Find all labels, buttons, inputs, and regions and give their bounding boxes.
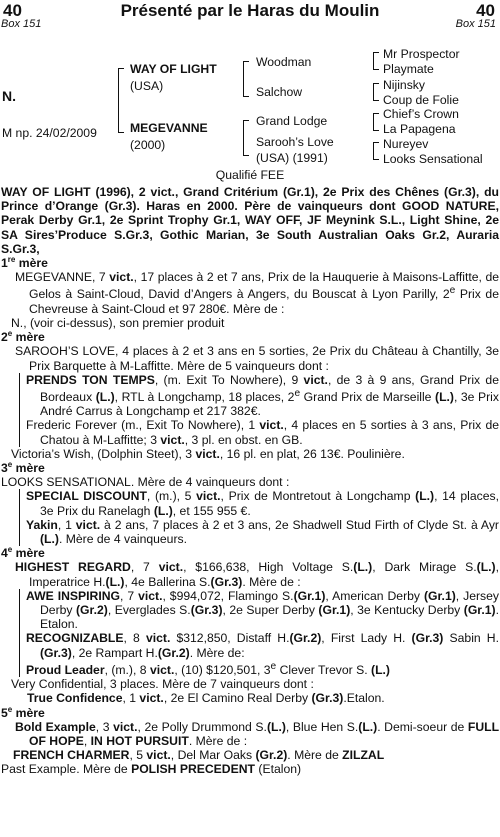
txt: vict.: [113, 719, 138, 734]
txt: HIGHEST REGARD: [15, 560, 131, 575]
txt: (Gr.3): [411, 631, 444, 646]
heading-number: 2: [1, 330, 8, 345]
txt: (Etalon): [255, 762, 302, 777]
heading-number: 4: [1, 546, 8, 561]
txt: , 3e Prix André Carrus à Longchamp et 217 382€.: [40, 389, 499, 419]
txt: (L.): [153, 503, 173, 518]
grandsire-1: Woodman: [256, 55, 312, 69]
box-label-left: Box 151: [1, 18, 42, 30]
ggs-bracket-4: [373, 142, 379, 160]
heading-sup: e: [7, 704, 13, 714]
txt: , 8: [123, 631, 146, 646]
ggs-bracket-2: [373, 83, 379, 101]
txt: . Demi-soeur de: [377, 719, 468, 734]
txt: , $166,638, High Voltage S.: [183, 560, 354, 575]
txt: Yakin: [26, 517, 58, 532]
txt: , 7: [120, 588, 139, 603]
heading-sup: e: [7, 329, 13, 339]
txt: vict.: [259, 418, 284, 433]
txt: e: [294, 387, 301, 399]
txt: , 16 pl. en plat, 26 13€. Poulinière.: [219, 446, 405, 461]
heading-sup: e: [7, 545, 13, 555]
txt: (Gr.1): [318, 603, 351, 618]
txt: (L.): [358, 719, 378, 734]
txt: , 4e Ballerina S.: [124, 574, 211, 589]
produce-awe-inspiring: [26, 589, 499, 632]
txt: , (10) $120,501, 3: [174, 662, 271, 677]
txt: Past Example. Mère de: [1, 762, 132, 777]
txt: (L.): [40, 532, 59, 546]
lot-number-left: 40: [3, 1, 22, 20]
txt: IN HOT PURSUIT: [90, 733, 189, 748]
txt: , 2e Polly Drummond S.: [137, 719, 267, 734]
ggs-4: Coup de Folie: [383, 93, 459, 107]
txt: (Gr.2): [255, 748, 288, 763]
txt: , 3 pl. en obst. en GB.: [184, 432, 303, 447]
txt: (Gr.2): [76, 603, 108, 618]
ggs-bracket-1: [373, 52, 379, 70]
txt: vict.: [138, 588, 163, 603]
txt: , 2e El Camino Real Derby: [163, 691, 312, 706]
txt: Prix de Chevreuse à Saint-Cloud et 97 280€. Mère de :: [29, 287, 499, 316]
sire-country: (USA): [130, 79, 164, 93]
produce-victorias-wish: [1, 447, 499, 461]
txt: , Del Mar Oaks: [170, 748, 256, 763]
txt: True Confidence: [27, 691, 123, 706]
txt: (Gr.2): [289, 631, 322, 646]
grandsire-3: Grand Lodge: [256, 114, 328, 128]
txt: (Gr.3): [210, 574, 243, 589]
dam-bold-example: [15, 720, 499, 748]
txt: (Gr.1): [293, 588, 326, 603]
ggs-2: Playmate: [383, 62, 434, 76]
txt: Frederic Forever (m., Exit To Nowhere), 1: [26, 418, 260, 433]
txt: vict.: [158, 560, 184, 575]
heading-word: mère: [12, 330, 45, 345]
heading-number: 1: [1, 256, 8, 271]
dam-looks-sensational: LOOKS SENSATIONAL. Mère de 4 vainqueurs dont :: [1, 475, 290, 490]
txt: , (m. Exit To Nowhere), 9: [154, 372, 304, 387]
catalogue-text: [1, 185, 499, 777]
txt: à 2 ans, 7 places à 2 et 3 ans, 2e Shadwell Stud Firth of Clyde St. à Ayr: [100, 517, 499, 532]
txt: Victoria’s Wish, (Dolphin Steet), 3: [11, 446, 196, 461]
heading-number: 3: [1, 460, 8, 475]
txt: , (m.), 5: [146, 489, 197, 504]
txt: , American Derby: [325, 588, 424, 603]
ggs-5: Chief’s Crown: [383, 107, 459, 121]
grandsire-2: Salchow: [256, 85, 303, 99]
produce-very-confidential: Very Confidential, 3 places. Mère de 7 vainqueurs dont :: [11, 677, 314, 692]
txt: , et 155 955 €.: [172, 503, 251, 518]
heading-1re-mere: [1, 256, 499, 270]
txt: e: [270, 660, 277, 672]
page-title: Présenté par le Haras du Moulin: [120, 1, 380, 20]
produce-frederic-forever: [26, 418, 499, 446]
txt: , Prix de Montretout à Longchamp: [220, 489, 416, 504]
ggs-7: Nureyev: [383, 137, 429, 151]
dam-highest-regard: [15, 560, 499, 588]
heading-number: 5: [1, 705, 8, 720]
heading-2e-mere: [1, 330, 499, 344]
txt: , Jersey Derby: [40, 588, 500, 618]
produce-group-4: [19, 589, 499, 677]
txt: . Mère de :: [242, 574, 301, 589]
sire-dam-bracket: [118, 68, 124, 133]
grandsire-4a: Sarooh’s Love: [256, 135, 334, 149]
txt: Clever Trevor S.: [276, 662, 372, 677]
txt: vict.: [145, 631, 171, 646]
txt: SPECIAL DISCOUNT: [26, 489, 147, 504]
produce-past-example: [1, 762, 499, 776]
txt: , 1: [57, 517, 76, 532]
heading-sup: e: [7, 459, 13, 469]
txt: .Etalon.: [343, 691, 385, 706]
txt: (Gr.3): [40, 645, 72, 660]
txt: $312,850, Distaff H.: [170, 631, 290, 646]
txt: (L.): [415, 489, 435, 504]
lot-number-right: 40: [476, 1, 495, 20]
txt: (L.): [435, 389, 454, 404]
txt: Bold Example: [15, 719, 96, 734]
produce-true-confidence: [1, 691, 499, 705]
txt: vict.: [149, 662, 175, 677]
txt: , Imperatrice H.: [29, 560, 500, 589]
txt: , 17 places à 2 et 7 ans, Prix de la Hauquerie à Maisons-Laffitte, de Gelos à Saint-Cloud, David d’Angers à Angers, du Bouscat à Lyon Parilly, 2: [29, 270, 499, 302]
qualification: Qualifié FEE: [215, 168, 285, 182]
txt: ZILZAL: [342, 748, 385, 763]
produce-n: N., (voir ci-dessus), son premier produit: [11, 315, 225, 330]
grandsire-4b: (USA) (1991): [256, 151, 328, 165]
sire-name: WAY OF LIGHT: [130, 62, 217, 76]
heading-sup: re: [7, 254, 16, 264]
txt: (L.): [266, 719, 286, 734]
txt: , First Lady H.: [321, 631, 412, 646]
txt: ,: [83, 733, 91, 748]
txt: e: [449, 285, 456, 297]
txt: RECOGNIZABLE: [26, 631, 124, 646]
txt: vict.: [303, 372, 328, 387]
produce-recognizable: [26, 631, 499, 659]
dam-name: MEGEVANNE: [130, 121, 208, 135]
txt: (L.): [476, 560, 496, 575]
box-label-right: Box 151: [455, 18, 496, 30]
txt: (Gr.3): [190, 603, 223, 618]
txt: (Gr.1): [423, 588, 456, 603]
txt: AWE INSPIRING: [26, 588, 121, 603]
txt: , 1: [122, 691, 140, 706]
txt: , (m.), 8: [104, 662, 150, 677]
txt: , Everglades S.: [107, 603, 191, 618]
sire-paragraph: WAY OF LIGHT (1996), 2 vict., Grand Critérium (Gr.1), 2e Prix des Chênes (Gr.3), du Prince d’Orange (Gr.3). Haras en 2000. Père de vainqueurs dont GOOD NATURE, Perak Derby Gr.1, 2e Sprint Trophy Gr.1, WAY OFF, JF Meynink S.L., Light Shine, 2e SA Sires’Produce S.Gr.3, Gothic Marian, 3e South Australian Oaks Gr.2, Auraria S.Gr.3,: [1, 185, 499, 256]
ggs-1: Mr Prospector: [383, 47, 460, 61]
txt: , 3e Kentucky Derby: [350, 603, 464, 618]
txt: , de 3 à 9 ans, Grand Prix de Bordeaux: [40, 372, 499, 404]
txt: (L.): [105, 574, 125, 589]
txt: , 5: [129, 748, 147, 763]
heading-word: mère: [12, 546, 45, 561]
txt: MEGEVANNE, 7: [15, 270, 110, 285]
produce-group-2: [19, 373, 499, 447]
produce-french-charmer: [1, 748, 499, 762]
sire-parents-bracket: [243, 61, 249, 97]
produce-special-discount: [26, 489, 499, 517]
txt: (Gr.3): [311, 691, 344, 706]
txt: vict.: [109, 270, 134, 285]
heading-word: mère: [15, 256, 48, 271]
txt: vict.: [195, 446, 220, 461]
txt: (Gr.2): [157, 645, 190, 660]
txt: (L.): [353, 560, 373, 575]
produce-yakin: [26, 518, 499, 546]
txt: , RTL à Longchamp, 18 places, 2: [114, 389, 295, 404]
txt: . Etalon.: [40, 603, 499, 632]
txt: , $994,072, Flamingo S.: [162, 588, 294, 603]
txt: , 2e Rampart H.: [71, 645, 158, 660]
txt: , Dark Mirage S.: [372, 560, 477, 575]
produce-proud-leader: [26, 660, 499, 677]
txt: . Mère de :: [188, 733, 248, 748]
heading-5e-mere: [1, 706, 499, 720]
txt: POLISH PRECEDENT: [131, 762, 255, 777]
heading-4e-mere: [1, 546, 499, 560]
dam-megevanne: [15, 270, 499, 316]
txt: vict.: [160, 432, 185, 447]
produce-group-3: [19, 489, 499, 546]
txt: FULL OF HOPE: [29, 719, 500, 748]
txt: , 2e Super Derby: [222, 603, 319, 618]
ggs-6: La Papagena: [383, 122, 456, 136]
horse-description: M np. 24/02/2009: [2, 126, 97, 140]
horse-name: N.: [2, 88, 16, 104]
txt: , 14 places, 3e Prix du Ranelagh: [40, 489, 499, 518]
ggs-bracket-3: [373, 113, 379, 131]
txt: vict.: [196, 489, 221, 504]
txt: Sabin H.: [443, 631, 499, 646]
dam-saroohs-love: SAROOH’S LOVE, 4 places à 2 et 3 ans en 5 sorties, 2e Prix du Château à Chantilly, 3e Prix Barquette à M-Laffitte. Mère de 5 vainqueurs dont :: [15, 344, 499, 373]
txt: vict.: [146, 748, 171, 763]
txt: PRENDS TON TEMPS: [26, 372, 155, 387]
heading-word: mère: [12, 460, 45, 475]
txt: vict.: [139, 691, 164, 706]
txt: , 7: [130, 560, 159, 575]
dam-year: (2000): [130, 138, 166, 152]
txt: . Mère de: [287, 748, 343, 763]
ggs-8: Looks Sensational: [383, 152, 483, 166]
txt: (L.): [371, 662, 390, 677]
txt: , Blue Hen S.: [285, 719, 359, 734]
heading-3e-mere: [1, 461, 499, 475]
txt: FRENCH CHARMER: [13, 748, 130, 763]
produce-prends-ton-temps: [26, 373, 499, 419]
txt: , 4 places en 5 sorties à 3 ans, Prix de Chatou à M-Laffitte; 3: [40, 418, 499, 447]
txt: . Mère de:: [189, 645, 245, 660]
txt: (Gr.1): [463, 603, 496, 618]
txt: Proud Leader: [26, 662, 105, 677]
dam-parents-bracket: [243, 120, 249, 156]
ggs-3: Nijinsky: [383, 78, 425, 92]
txt: Grand Prix de Marseille: [300, 389, 436, 404]
txt: , 3: [95, 719, 114, 734]
txt: (L.): [95, 389, 115, 404]
heading-word: mère: [12, 705, 45, 720]
txt: . Mère de 4 vainqueurs.: [58, 532, 187, 546]
txt: vict.: [75, 517, 101, 532]
